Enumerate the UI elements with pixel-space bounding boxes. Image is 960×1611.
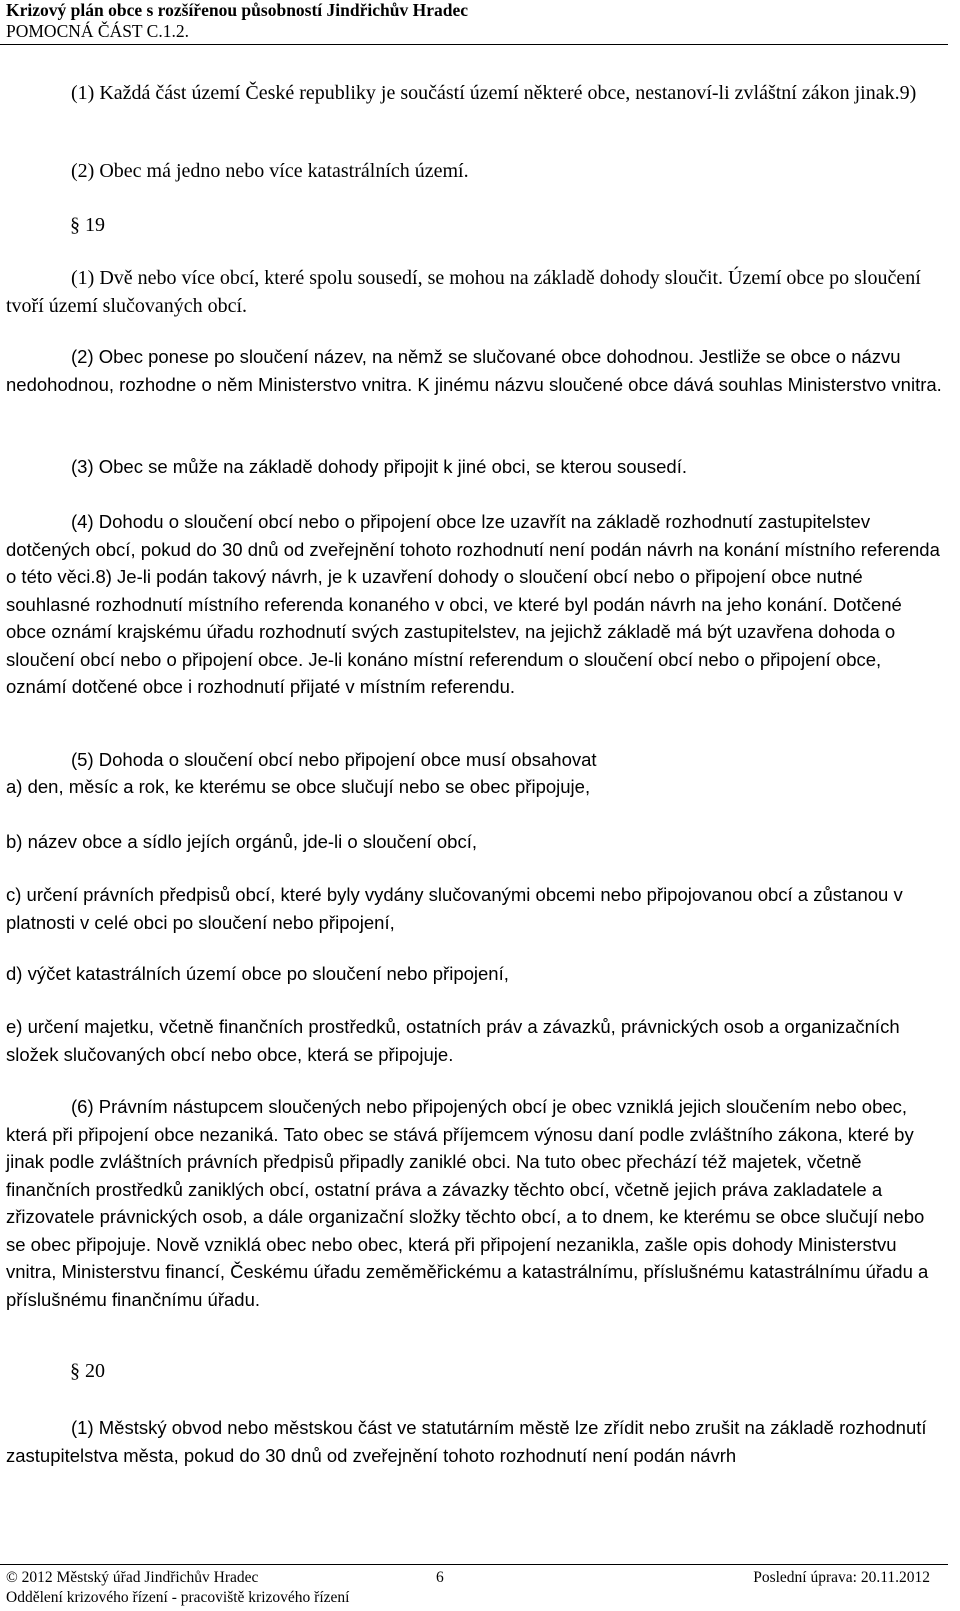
section-19-heading: § 19 bbox=[70, 214, 105, 236]
list-item-c: c) určení právních předpisů obcí, které byly vydány slučovanými obcemi nebo připojovanou obcí a zůstanou v platnosti v celé obci po sloučení nebo připojení, bbox=[6, 884, 903, 933]
paragraph-19-5-intro: (5) Dohoda o sloučení obcí nebo připojení obce musí obsahovat bbox=[71, 749, 597, 770]
paragraph-19-2: (2) Obec ponese po sloučení název, na němž se slučované obce dohodnou. Jestliže se obce o názvu nedohodnou, rozhodne o něm Ministerstvo vnitra. K jinému názvu sloučené obce dává souhlas Ministerstvo vnitra. bbox=[6, 346, 942, 395]
section-sign-icon: § bbox=[70, 1360, 80, 1382]
footer-divider bbox=[0, 1564, 948, 1565]
paragraph-19-4: (4) Dohodu o sloučení obcí nebo o připojení obce lze uzavřít na základě rozhodnutí zastupitelstev dotčených obcí, pokud do 30 dnů od zveřejnění tohoto rozhodnutí není podán návrh na konání místního referenda o této věci.8) Je-li podán takový návrh, je k uzavření dohody o sloučení obcí nebo o připojení obce nutné souhlasné rozhodnutí místního referenda konaného v obci, ve které byl podán návrh na jeho konání. Dotčené obce oznámí krajskému úřadu rozhodnutí svých zastupitelstev, na jejichž základě má být uzavřena dohoda o sloučení obcí nebo o připojení obce. Je-li konáno místní referendum o sloučení obcí nebo o připojení obce, oznámí dotčené obce i rozhodnutí přijaté v místním referendu. bbox=[6, 511, 940, 697]
page-footer bbox=[6, 1568, 944, 1607]
list-item-a: a) den, měsíc a rok, ke kterému se obce slučují nebo se obec připojuje, bbox=[6, 776, 591, 797]
paragraph-18-2: (2) Obec má jedno nebo více katastrálních území. bbox=[71, 160, 469, 182]
footer-copyright: © 2012 Městský úřad Jindřichův Hradec bbox=[6, 1569, 259, 1586]
document-title: Krizový plán obce s rozšířenou působností Jindřichův Hradec bbox=[6, 0, 469, 20]
paragraph-20-1: (1) Městský obvod nebo městskou část ve statutárním městě lze zřídit nebo zrušit na základě rozhodnutí zastupitelstva města, pokud do 30 dnů od zveřejnění tohoto rozhodnutí není podán návrh bbox=[6, 1417, 927, 1466]
footer-department: Oddělení krizového řízení - pracoviště krizového řízení bbox=[6, 1589, 350, 1606]
section-20-heading: § 20 bbox=[70, 1360, 105, 1382]
paragraph-19-3: (3) Obec se může na základě dohody připojit k jiné obci, se kterou sousedí. bbox=[71, 456, 687, 477]
section-sign-icon: § bbox=[70, 214, 80, 236]
paragraph-19-1: (1) Dvě nebo více obcí, které spolu sousedí, se mohou na základě dohody sloučit. Území obce po sloučení tvoří území slučovaných obcí. bbox=[6, 267, 921, 317]
list-item-b: b) název obce a sídlo jejích orgánů, jde-li o sloučení obcí, bbox=[6, 831, 478, 852]
footer-last-update: Poslední úprava: 20.11.2012 bbox=[753, 1569, 930, 1586]
paragraph-19-6: (6) Právním nástupcem sloučených nebo připojených obcí je obec vzniklá jejich sloučením nebo obec, která při připojení obce nezaniká. Tato obec se stává příjemcem výnosu daní podle zvláštního zákona, které by jinak podle zvláštních právních předpisů připadly zaniklé obci. Na tuto obec přechází též majetek, včetně finančních prostředků zaniklých obcí, ostatní práva a závazky těchto obcí, včetně jejich práva zakladatele a zřizovatele právnických osob, a dále organizační složky těchto obcí, a to dnem, ke kterému se obce slučují nebo se obec připojuje. Nově vzniklá obec nebo obec, která při připojení nezanikla, zašle opis dohody Ministerstvu vnitra, Ministerstvu financí, Českému úřadu zeměměřickému a katastrálnímu, příslušnému katastrálnímu úřadu a příslušnému finančnímu úřadu. bbox=[6, 1096, 929, 1310]
page-number: 6 bbox=[436, 1569, 444, 1586]
list-item-e: e) určení majetku, včetně finančních prostředků, ostatních práv a závazků, právnických osob a organizačních složek slučovaných obcí nebo obce, která se připojuje. bbox=[6, 1016, 900, 1065]
page-header bbox=[6, 0, 946, 42]
list-item-d: d) výčet katastrálních území obce po sloučení nebo připojení, bbox=[6, 963, 509, 984]
document-section: POMOCNÁ ČÁST C.1.2. bbox=[6, 21, 189, 41]
header-divider bbox=[0, 44, 948, 45]
paragraph-18-1: (1) Každá část území České republiky je součástí území některé obce, nestanoví-li zvláštní zákon jinak.9) bbox=[71, 82, 917, 104]
